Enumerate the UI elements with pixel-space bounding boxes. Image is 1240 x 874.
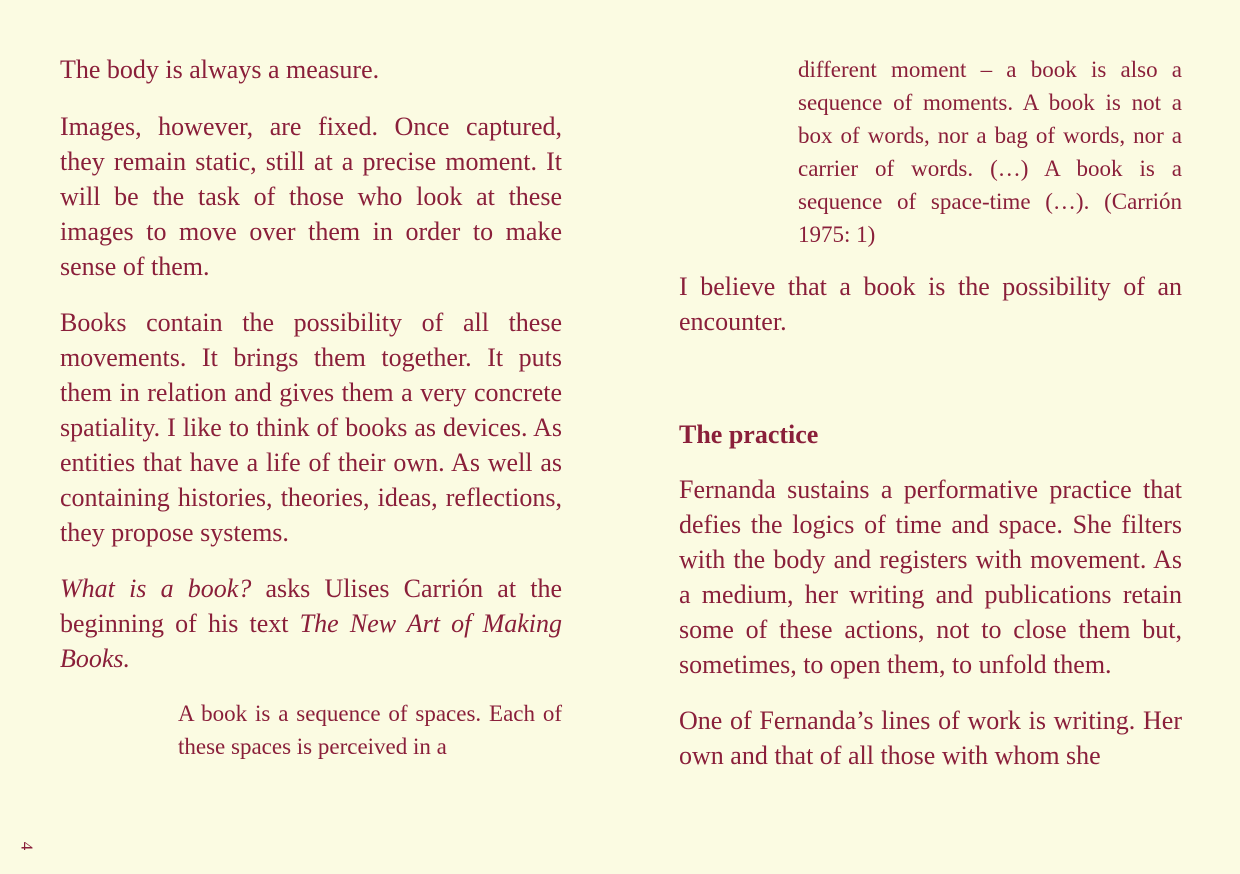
paragraph-performative-practice: Fernanda sustains a performative practice that defies the logics of time and space. She filters with the body and registers with movement. As a medium, her writing and publications retain some of these actions, not to close them but, sometimes, to open them, to unfold them. xyxy=(679,475,1182,679)
book-question-italic: What is a book? xyxy=(60,574,252,603)
left-text-column xyxy=(60,52,562,763)
book-title-italic: The New Art of Making Books. xyxy=(60,609,562,673)
carrion-text: asks Ulises Carrión at the beginning of his text xyxy=(60,574,562,638)
paragraph-lines-of-work: One of Fernanda’s lines of work is writing. Her own and that of all those with whom she xyxy=(679,706,1182,770)
paragraph-body-measure: The body is always a measure. xyxy=(60,55,380,84)
paragraph-carrion-question xyxy=(60,571,562,676)
paragraph-images-fixed: Images, however, are fixed. Once captured, they remain static, still at a precise moment. It will be the task of those who look at these images to move over them in order to make sense of them. xyxy=(60,112,562,281)
paragraph-books-possibility: Books contain the possibility of all these movements. It brings them together. It puts them in relation and gives them a very concrete spatiality. I like to think of books as devices. As entities that have a life of their own. As well as containing histories, theories, ideas, reflections, they propose systems. xyxy=(60,308,562,547)
right-text-column xyxy=(679,269,1182,794)
right-page xyxy=(620,0,1240,874)
paragraph-book-encounter: I believe that a book is the possibility of an encounter. xyxy=(679,272,1182,336)
page-number: 4 xyxy=(17,841,37,851)
block-quote-start: A book is a sequence of spaces. Each of these spaces is perceived in a xyxy=(178,701,562,759)
section-heading: The practice xyxy=(679,420,819,449)
block-quote-end: different moment – a book is also a sequence of moments. A book is not a box of words, nor a bag of words, nor a carrier of words. (…) A book is a sequence of space-time (…). (Carrión 1975: 1) xyxy=(798,57,1182,247)
